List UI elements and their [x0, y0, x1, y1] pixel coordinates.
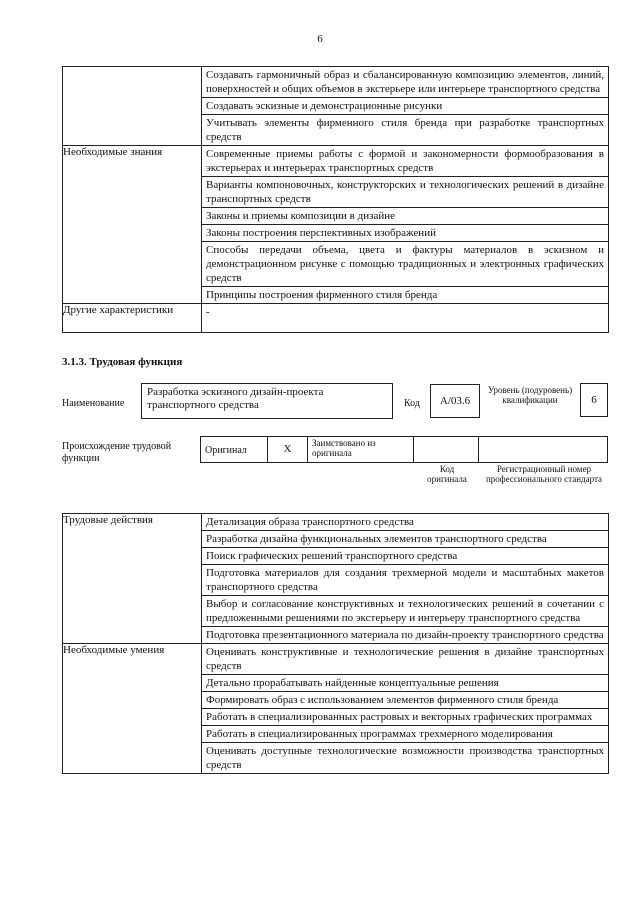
labor-actions-table — [62, 513, 609, 774]
list-item: Создавать эскизные и демонстрационные рисунки — [202, 97, 608, 114]
registration-caption: Регистрационный номер профессионального стандарта — [485, 464, 603, 484]
table-row — [63, 644, 609, 774]
list-item: Варианты компоновочных, конструкторских и технологических решений в дизайне транспортных средств — [202, 176, 608, 207]
list-item: Подготовка презентационного материала по дизайн-проекту транспортного средства — [202, 626, 608, 643]
code-label: Код — [404, 398, 420, 409]
list-item: Выбор и согласование конструктивных и технологических решений в сочетании с предложенными решениями по экстерьеру и интерьеру транспортного средства — [202, 595, 608, 626]
list-item: Работать в специализированных программах трехмерного моделирования — [202, 725, 608, 742]
knowledge-table — [62, 66, 609, 333]
level-label: Уровень (подуровень) квалификации — [487, 385, 573, 405]
table-row — [63, 514, 609, 644]
name-label: Наименование — [62, 398, 125, 409]
list-item: Подготовка материалов для создания трехмерной модели и масштабных макетов транспортного средства — [202, 564, 608, 595]
table-row — [63, 146, 609, 304]
list-item: Работать в специализированных растровых и векторных графических программах — [202, 708, 608, 725]
name-value: Разработка эскизного дизайн-проекта транспортного средства — [141, 383, 393, 419]
list-item: Оценивать доступные технологические возможности производства транспортных средств — [202, 742, 608, 773]
row-label-knowledge: Необходимые знания — [63, 146, 202, 304]
borrowed-label: Заимствовано из оригинала — [307, 436, 414, 463]
list-item: Создавать гармоничный образ и сбалансированную композицию элементов, линий, поверхностей и общих объемов в экстерьере или интерьере транспортного средства — [206, 69, 604, 95]
section-title: 3.1.3. Трудовая функция — [62, 356, 183, 368]
table-row — [63, 304, 609, 333]
level-value: 6 — [580, 383, 608, 417]
row-label-skills: Необходимые умения — [63, 644, 202, 774]
list-item: Оценивать конструктивные и технологические решения в дизайне транспортных средств — [206, 646, 604, 672]
row-label — [63, 67, 202, 146]
code-caption: Код оригинала — [427, 464, 467, 484]
registration-number-cell — [478, 436, 608, 463]
list-item: Современные приемы работы с формой и закономерности формообразования в экстерьерах и интерьерах транспортных средств — [206, 148, 604, 174]
table-row — [63, 67, 609, 146]
list-item: Способы передачи объема, цвета и фактуры материалов в эскизном и демонстрационном рисунке с помощью традиционных и электронных графических средств — [202, 241, 608, 286]
original-mark: X — [267, 436, 308, 463]
list-item: Детализация образа транспортного средства — [206, 516, 414, 528]
list-item: - — [206, 306, 210, 318]
list-item: Учитывать элементы фирменного стиля бренда при разработке транспортных средств — [202, 114, 608, 145]
list-item: Принципы построения фирменного стиля бренда — [202, 286, 608, 303]
row-label-actions: Трудовые действия — [63, 514, 202, 644]
list-item: Поиск графических решений транспортного средства — [202, 547, 608, 564]
list-item: Законы построения перспективных изображений — [202, 224, 608, 241]
list-item: Детально прорабатывать найденные концептуальные решения — [202, 674, 608, 691]
origin-label: Происхождение трудовой функции — [62, 441, 172, 464]
row-label-other: Другие характеристики — [63, 304, 202, 333]
list-item: Формировать образ с использованием элементов фирменного стиля бренда — [202, 691, 608, 708]
original-label: Оригинал — [200, 436, 268, 463]
list-item: Законы и приемы композиции в дизайне — [202, 207, 608, 224]
code-value: A/03.6 — [430, 384, 480, 418]
list-item: Разработка дизайна функциональных элементов транспортного средства — [202, 530, 608, 547]
original-code-cell — [413, 436, 479, 463]
page-number: 6 — [317, 33, 323, 45]
